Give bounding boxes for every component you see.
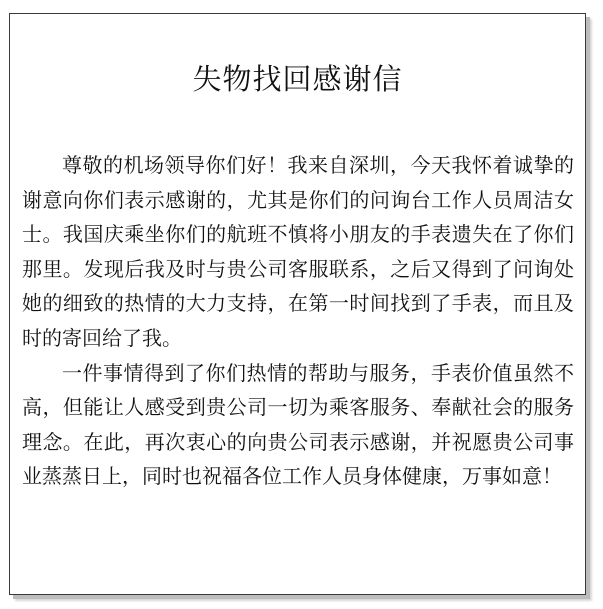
letter-paragraph-1: 尊敬的机场领导你们好！我来自深圳，今天我怀着诚挚的谢意向你们表示感谢的，尤其是你们的问询台工作人员周洁女士。我国庆乘坐你们的航班不慎将小朋友的手表遗失在了你们那里。发现后我及时与贵公司客服联系，之后又得到了问询处她的细致的热情的大力支持，在第一时间找到了手表，而且及时的寄回给了我。 <box>22 153 574 350</box>
letter-body <box>22 148 574 494</box>
letter-paragraph-2: 一件事情得到了你们热情的帮助与服务，手表价值虽然不高，但能让人感受到贵公司一切为乘客服务、奉献社会的服务理念。在此，再次衷心的向贵公司表示感谢，并祝愿贵公司事业蒸蒸日上，同时也祝福各位工作人员身体健康，万事如意！ <box>22 360 574 489</box>
letter-title: 失物找回感谢信 <box>192 62 403 96</box>
letter-frame <box>9 13 586 595</box>
